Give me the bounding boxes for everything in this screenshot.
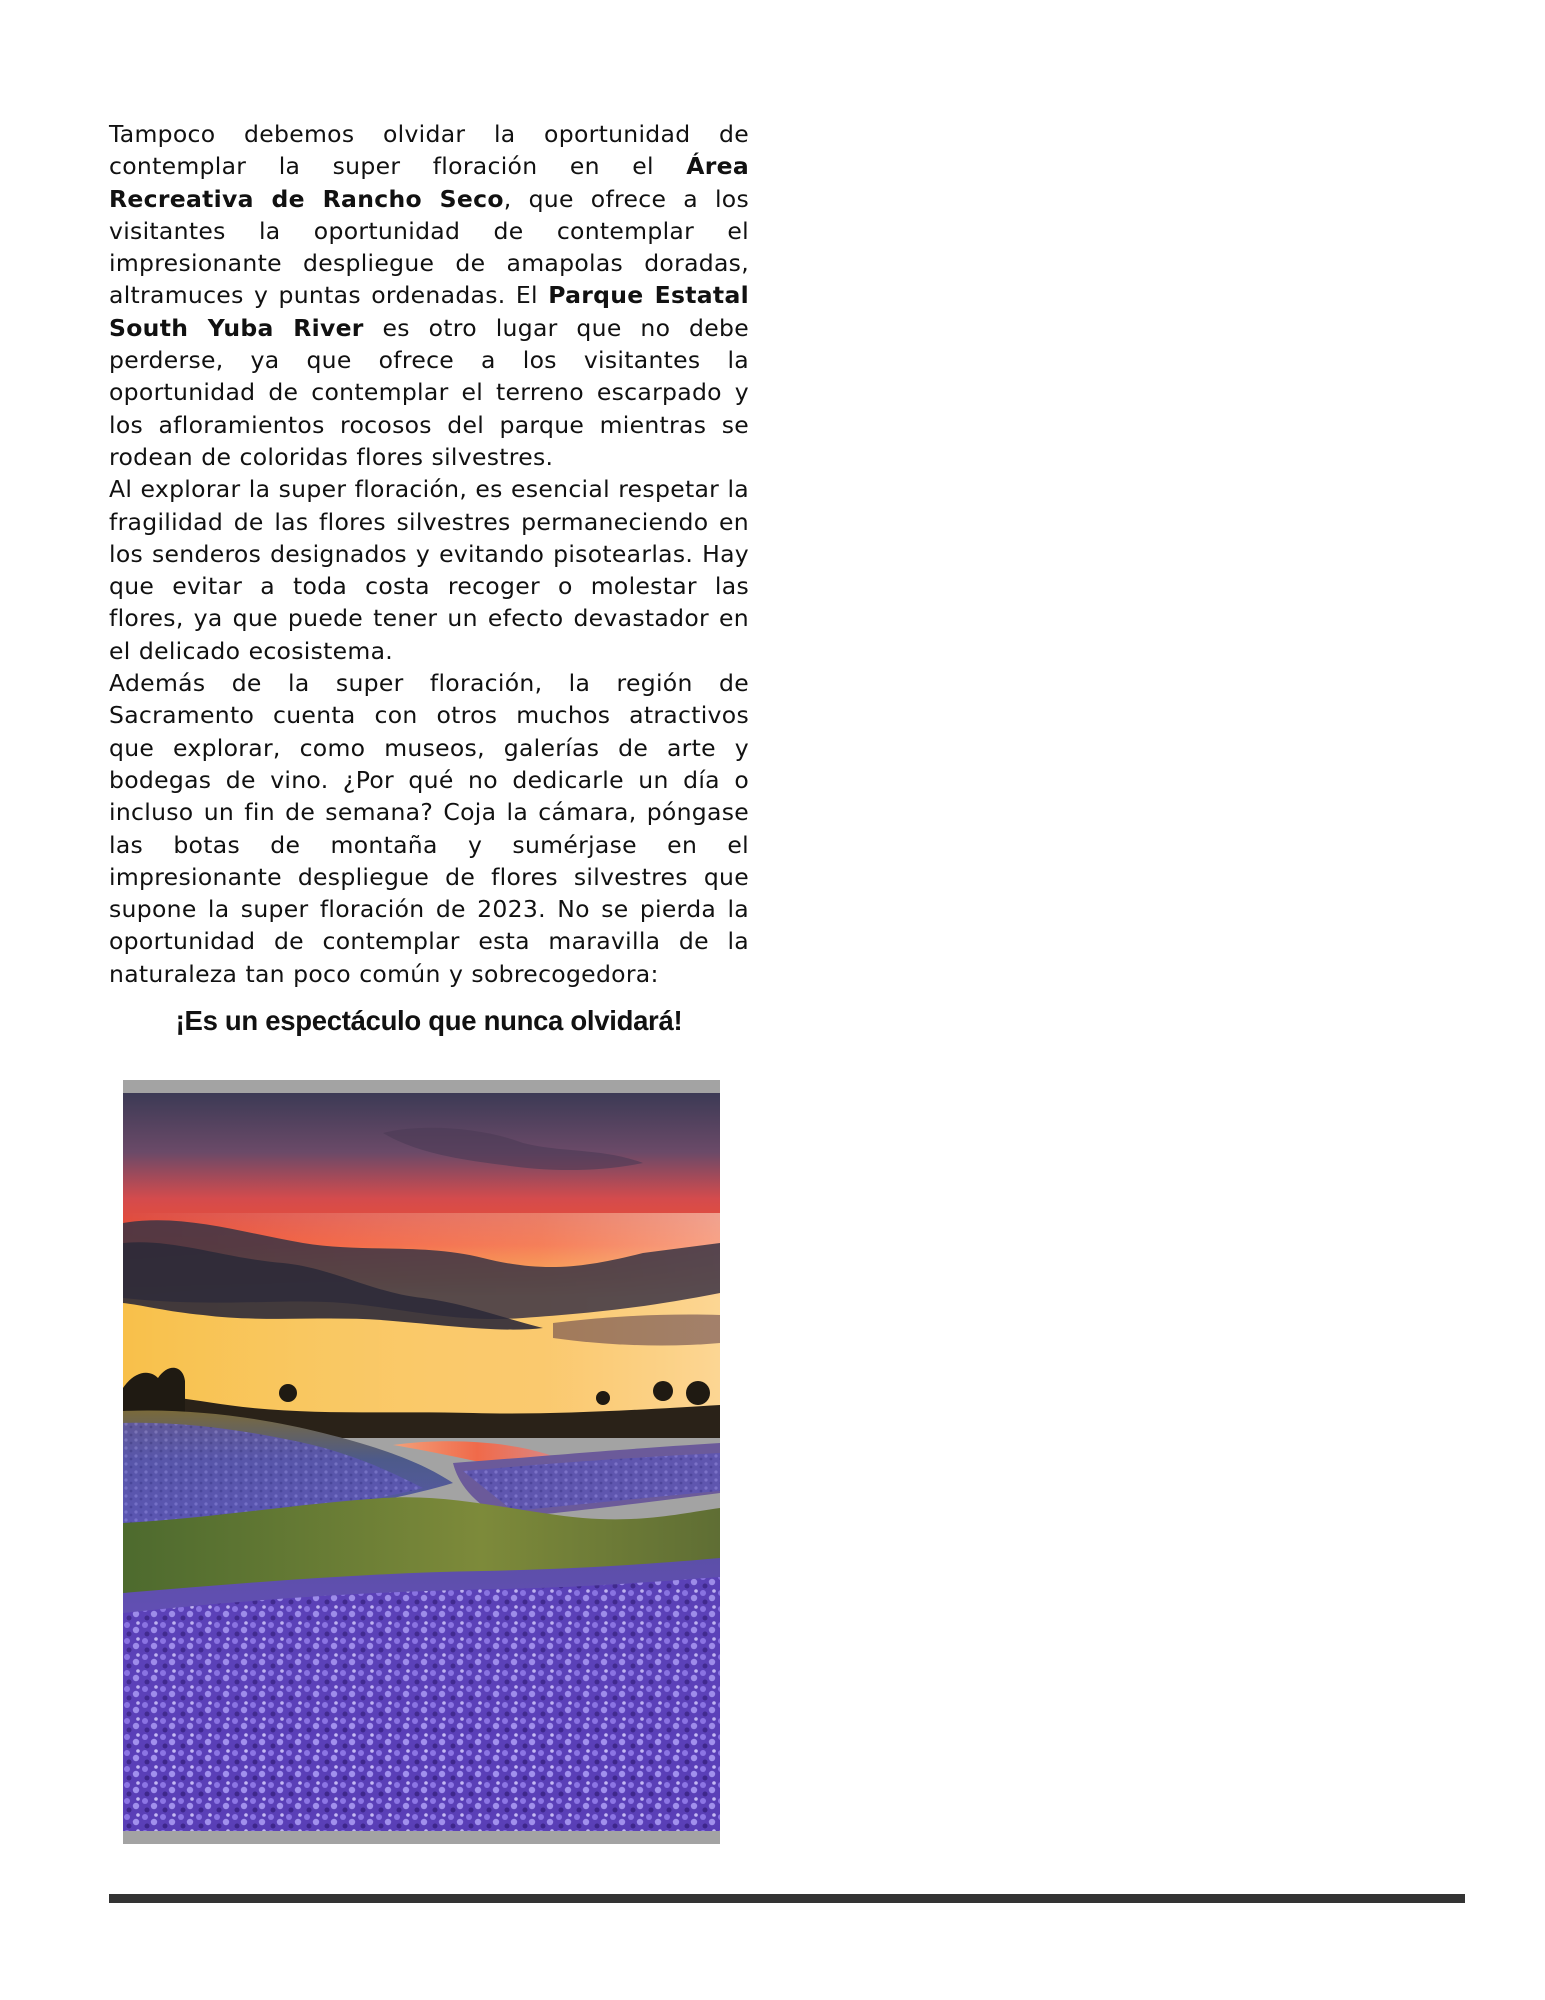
wildflower-sunset-photo	[123, 1093, 720, 1831]
paragraph-rancho-seco	[109, 118, 749, 473]
paragraph-sacramento: Además de la super floración, la región de Sacramento cuenta con otros muchos atractivos que explorar, como museos, galerías de arte y bodegas de vino. ¿Por qué no dedicarle un día o incluso un fin de semana? Coja la cámara, póngase las botas de montaña y sumérjase en el impresionante despliegue de flores silvestres que supone la super floración de 2023. No se pierda la oportunidad de contemplar esta maravilla de la naturaleza tan poco común y sobrecogedora:	[109, 669, 749, 988]
place-name-rancho-seco: Área Recreativa de Rancho Seco	[109, 152, 749, 213]
paragraph-text: es otro lugar que no debe perderse, ya que ofrece a los visitantes la oportunidad de contemplar el terreno escarpado y los afloramientos rocosos del parque mientras se rodean de coloridas flores silvestres.	[109, 313, 749, 471]
paragraph-text: , que ofrece a los visitantes la oportunidad de contemplar el impresionante despliegue de amapolas doradas, altramuces y puntas ordenadas. El	[109, 184, 749, 310]
paragraph-respect-flowers: Al explorar la super floración, es esencial respetar la fragilidad de las flores silvestres permaneciendo en los senderos designados y evitando pisotearlas. Hay que evitar a toda costa recoger o molestar las flores, ya que puede tener un efecto devastador en el delicado ecosistema.	[109, 475, 749, 665]
closing-headline: ¡Es un espectáculo que nunca olvidará!	[175, 1005, 683, 1036]
footer-rule	[109, 1894, 1465, 1903]
place-name-south-yuba: Parque Estatal South Yuba River	[109, 281, 749, 342]
photo-frame	[123, 1080, 720, 1844]
article-body	[109, 118, 749, 990]
paragraph-text: Tampoco debemos olvidar la oportunidad de contemplar la super floración en el	[109, 120, 749, 181]
